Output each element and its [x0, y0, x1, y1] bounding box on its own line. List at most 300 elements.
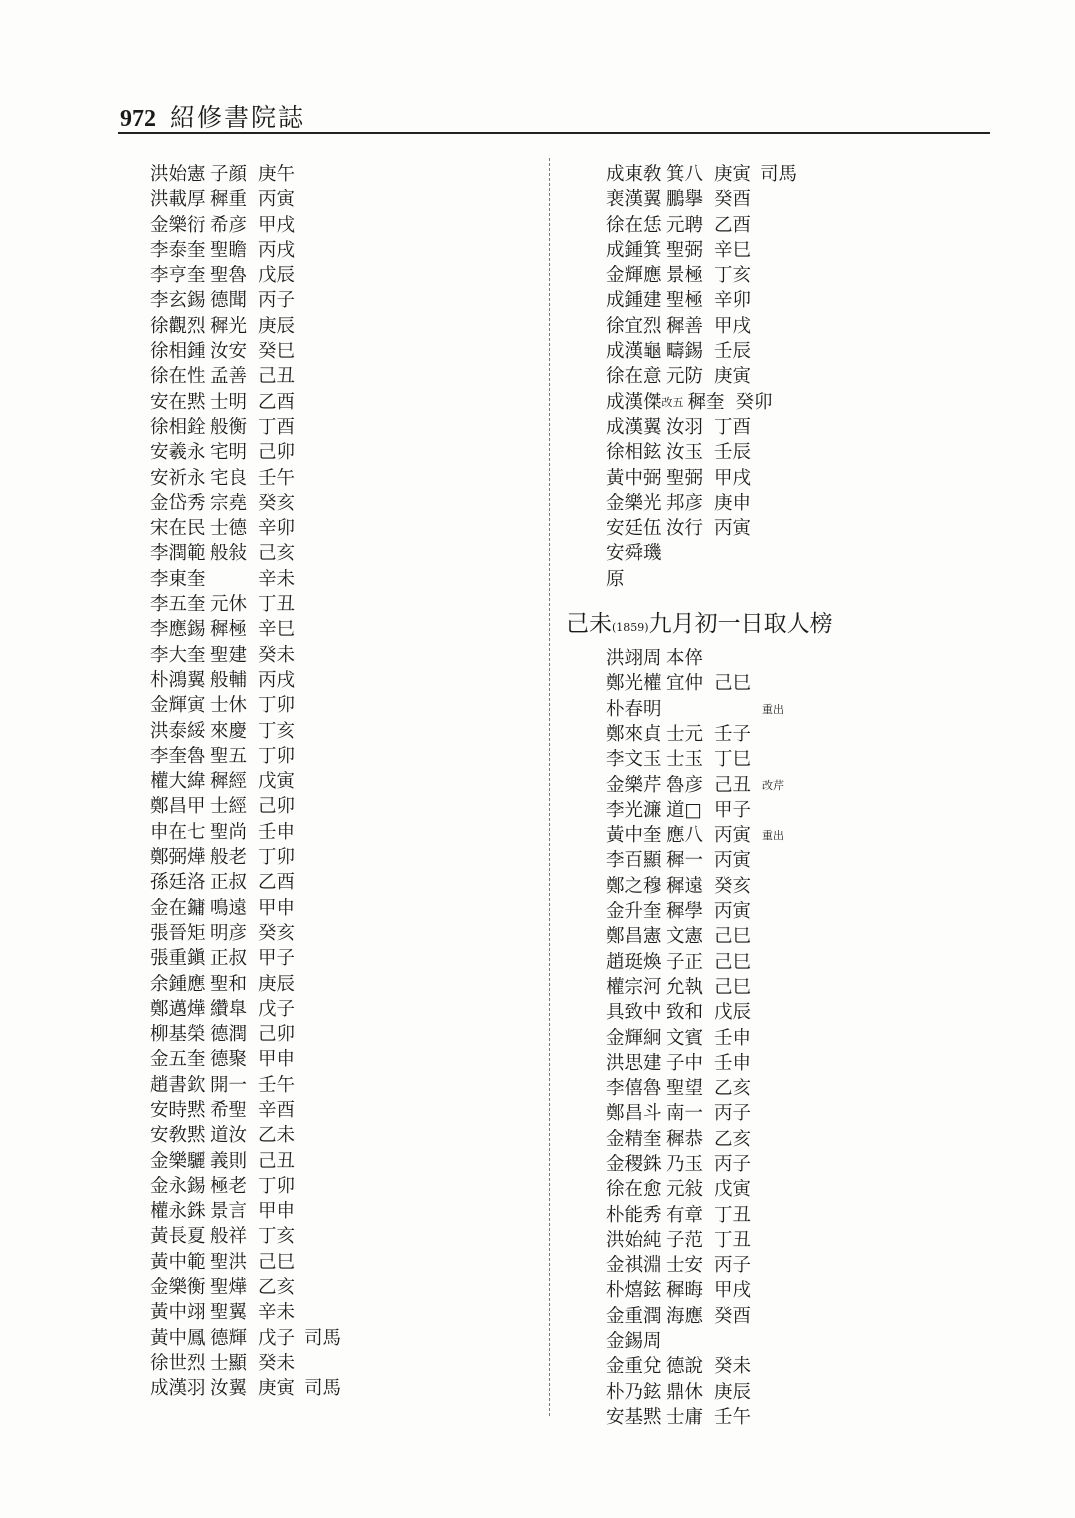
- entry-style: 孟善: [210, 366, 248, 388]
- entry-name: 徐在恁: [606, 214, 662, 236]
- entry-year: 癸亥: [258, 922, 296, 944]
- entry-year: 庚午: [258, 164, 296, 185]
- entry-name: 申在七: [150, 821, 206, 843]
- entry-style: 聖望: [666, 1078, 704, 1100]
- list-item: [150, 946, 341, 971]
- entry-annotation: 重出: [762, 702, 784, 716]
- entry-style: 鵬擧: [666, 189, 704, 211]
- entry-style: 穉學: [666, 901, 704, 923]
- list-item: [150, 1300, 341, 1325]
- entry-year: 丁丑: [714, 1229, 752, 1251]
- entry-year: 丙寅: [714, 850, 752, 872]
- entry-note: 司馬: [760, 164, 798, 185]
- entry-year: 丙子: [714, 1153, 752, 1175]
- entry-name: 金樂衍: [150, 214, 206, 236]
- list-item: [150, 668, 341, 693]
- list-item: [606, 238, 833, 263]
- list-item: [150, 845, 341, 870]
- entry-style: 極老: [210, 1175, 248, 1197]
- entry-year: 乙酉: [714, 214, 752, 236]
- entry-year: 己卯: [258, 796, 296, 818]
- entry-year: 丙戌: [258, 239, 296, 261]
- entry-style: 宜仲: [666, 673, 704, 695]
- list-item: [606, 440, 833, 465]
- entry-name: 鄭昌甲: [150, 796, 206, 818]
- entry-name: 李潤範: [150, 543, 206, 565]
- entry-style: 聖魯: [210, 265, 248, 287]
- entry-name: 權大緯: [150, 771, 206, 793]
- entry-style: 德聚: [210, 1049, 248, 1071]
- entry-year: 乙亥: [258, 1277, 296, 1299]
- entry-name: 孫廷洛: [150, 872, 206, 894]
- entry-style: 穉光: [210, 315, 248, 337]
- entry-name: 張重鎭: [150, 948, 206, 970]
- entry-style: 纘臯: [210, 998, 248, 1020]
- list-item: [606, 1354, 833, 1379]
- entry-name: 洪翊周: [606, 648, 662, 670]
- list-item: [150, 921, 341, 946]
- entry-style: 道□: [666, 799, 702, 821]
- list-item: [150, 820, 341, 845]
- entry-year: 己巳: [714, 951, 752, 973]
- entry-style: 元防: [666, 366, 704, 388]
- list-item: [150, 1022, 341, 1047]
- entry-year: 丁卯: [258, 847, 296, 869]
- entry-name: 李五奎: [150, 594, 206, 616]
- entry-name: 金樂驪: [150, 1150, 206, 1172]
- entry-style: 聖五: [210, 745, 248, 767]
- entry-style: 穉恭: [666, 1128, 704, 1150]
- entry-year: 庚寅: [714, 164, 752, 185]
- list-item: [606, 263, 833, 288]
- entry-year: 己丑: [714, 774, 752, 796]
- entry-name: 金在鏞: [150, 897, 206, 919]
- entry-style: 本倅: [666, 648, 704, 670]
- list-item: [150, 1224, 341, 1249]
- entry-style: 士顯: [210, 1352, 248, 1374]
- entry-style: 文賓: [666, 1027, 704, 1049]
- list-item: [606, 213, 833, 238]
- section-title-prefix: 己未: [566, 611, 612, 638]
- list-item: [606, 1152, 833, 1177]
- list-item: [150, 1073, 341, 1098]
- entry-name: 徐在意: [606, 366, 662, 388]
- entry-name: 金祺淵: [606, 1255, 662, 1277]
- entry-style: 聖弼: [666, 467, 704, 489]
- entry-year: 壬午: [258, 467, 296, 489]
- list-item: [150, 643, 341, 668]
- entry-style: 宗堯: [210, 492, 248, 514]
- entry-year: 己丑: [258, 366, 296, 388]
- entry-year: 丁亥: [258, 720, 296, 742]
- entry-name: 李泰奎: [150, 239, 206, 261]
- entry-year: 癸未: [714, 1356, 752, 1378]
- entry-name: 徐宜烈: [606, 315, 662, 337]
- entry-name: 鄭昌斗: [606, 1103, 662, 1125]
- entry-style: 汝行: [666, 518, 704, 540]
- entry-style: 子范: [666, 1229, 704, 1251]
- list-item: [606, 1278, 833, 1303]
- list-item: [150, 972, 341, 997]
- entry-name: 徐觀烈: [150, 315, 206, 337]
- list-item: [150, 1199, 341, 1224]
- list-item: [150, 693, 341, 718]
- entry-year: 癸未: [258, 1352, 296, 1374]
- entry-name: 徐相鍾: [150, 341, 206, 363]
- entry-year: 戊寅: [714, 1179, 752, 1201]
- entry-name: 趙書欽: [150, 1074, 206, 1096]
- list-item: [150, 491, 341, 516]
- entry-year: 丙寅: [258, 189, 296, 211]
- entry-name: 鄭邁燁: [150, 998, 206, 1020]
- entry-style: 宅明: [210, 442, 248, 464]
- entry-name: 洪載厚: [150, 189, 206, 211]
- entry-style: 海應: [666, 1305, 704, 1327]
- entry-style: 南一: [666, 1103, 704, 1125]
- entry-name: 金稷銖: [606, 1153, 662, 1175]
- entry-style: 般衡: [210, 416, 248, 438]
- list-item: [150, 1174, 341, 1199]
- list-item: [606, 1127, 833, 1152]
- list-item: [606, 924, 833, 949]
- entry-style: 開一: [210, 1074, 248, 1096]
- entry-style: 道汝: [210, 1125, 248, 1147]
- entry-style: 聖和: [210, 973, 248, 995]
- entry-note: 司馬: [304, 1378, 342, 1400]
- entry-name: 成漢羽: [150, 1378, 206, 1400]
- entry-year: 乙亥: [714, 1128, 752, 1150]
- entry-year: 戊子: [258, 1327, 296, 1349]
- section-list: [566, 646, 833, 1430]
- entry-style: 鼎休: [666, 1381, 704, 1403]
- column-divider: [549, 158, 550, 1416]
- entry-name: 金樂衡: [150, 1277, 206, 1299]
- list-item: [606, 671, 833, 696]
- entry-style: 乃玉: [666, 1153, 704, 1175]
- entry-name: 李光濂: [606, 799, 662, 821]
- entry-name: 成鍾箕: [606, 239, 662, 261]
- entry-year: 己亥: [258, 543, 296, 565]
- section-title-year: (1859): [612, 621, 649, 635]
- list-item: [606, 747, 833, 772]
- entry-year: 癸酉: [714, 1305, 752, 1327]
- entry-year: 壬申: [714, 1052, 752, 1074]
- entry-name: 安祈永: [150, 467, 206, 489]
- list-item: [606, 1026, 833, 1051]
- entry-name: 金重潤: [606, 1305, 662, 1327]
- entry-name: 洪始純: [606, 1229, 662, 1251]
- entry-name: 成東敎: [606, 164, 662, 185]
- entry-style: 穉經: [210, 771, 248, 793]
- entry-year: 庚寅: [714, 366, 752, 388]
- list-item: [150, 187, 341, 212]
- entry-annotation: 重出: [762, 829, 784, 843]
- entry-name: 權永銖: [150, 1201, 206, 1223]
- list-item: [606, 364, 833, 389]
- entry-name: 鄭之穆: [606, 875, 662, 897]
- entry-style: 士庸: [666, 1406, 704, 1428]
- entry-name: 裵漢翼: [606, 189, 662, 211]
- list-item: [150, 213, 341, 238]
- list-item: [606, 339, 833, 364]
- entry-name: 黃長夏: [150, 1226, 206, 1248]
- entry-year: 壬辰: [714, 341, 752, 363]
- list-item: [150, 1047, 341, 1072]
- entry-style: 士元: [666, 723, 704, 745]
- entry-name: 安廷伍: [606, 518, 662, 540]
- entry-name: 李大奎: [150, 644, 206, 666]
- entry-style: 疇錫: [666, 341, 704, 363]
- list-item: [606, 1380, 833, 1405]
- entry-name: 安羲永: [150, 442, 206, 464]
- list-item: [150, 870, 341, 895]
- entry-style: 士明: [210, 391, 248, 413]
- entry-year: 己卯: [258, 442, 296, 464]
- list-item: [150, 794, 341, 819]
- entry-name: 徐世烈: [150, 1352, 206, 1374]
- entry-year: 辛卯: [258, 518, 296, 540]
- list-item: [150, 1326, 341, 1351]
- entry-name: 金樂芹: [606, 774, 662, 796]
- list-item: [606, 415, 833, 440]
- entry-name: 徐在性: [150, 366, 206, 388]
- entry-year: 己巳: [714, 673, 752, 695]
- entry-name: 金精奎: [606, 1128, 662, 1150]
- section-title-suffix: 九月初一日取人榜: [648, 611, 833, 638]
- list-item: [606, 646, 833, 671]
- list-item: [606, 1253, 833, 1278]
- entry-year: 己巳: [714, 976, 752, 998]
- list-item: [150, 1098, 341, 1123]
- entry-style: 般老: [210, 847, 248, 869]
- entry-year: 丙寅: [714, 518, 752, 540]
- entry-year: 丁卯: [258, 695, 296, 717]
- entry-year: 丁卯: [258, 1175, 296, 1197]
- entry-year: 辛未: [258, 568, 296, 590]
- entry-style: 汝安: [210, 341, 248, 363]
- entry-name: 安舜璣: [606, 543, 662, 565]
- entry-style: 汝翼: [210, 1378, 248, 1400]
- entry-name: 金岱秀: [150, 492, 206, 514]
- entry-name: 安敎黙: [150, 1125, 206, 1147]
- list-item: [606, 1076, 833, 1101]
- entry-name: 金樂光: [606, 492, 662, 514]
- entry-year: 戊寅: [258, 771, 296, 793]
- entry-style: 聖洪: [210, 1251, 248, 1273]
- entry-name: 李應錫: [150, 619, 206, 641]
- right-mid-list: [566, 415, 833, 541]
- entry-name: 徐在愈: [606, 1179, 662, 1201]
- entry-style: 般敍: [210, 543, 248, 565]
- entry-name: 朴能秀: [606, 1204, 662, 1226]
- list-item: [150, 364, 341, 389]
- entry-style: 德潤: [210, 1024, 248, 1046]
- list-item-special: [566, 390, 833, 415]
- entry-style: 景言: [210, 1201, 248, 1223]
- entry-year: 辛未: [258, 1302, 296, 1324]
- list-item: [150, 288, 341, 313]
- entry-year: 丙子: [714, 1103, 752, 1125]
- entry-year: 己巳: [714, 926, 752, 948]
- list-item: [150, 238, 341, 263]
- list-item: [606, 491, 833, 516]
- list-item: [150, 339, 341, 364]
- entry-name: 朴乃鉉: [606, 1381, 662, 1403]
- list-item: [606, 798, 833, 823]
- list-item: [150, 440, 341, 465]
- list-item: [606, 1203, 833, 1228]
- entry-style: 聖建: [210, 644, 248, 666]
- entry-name: 金重兌: [606, 1356, 662, 1378]
- list-item: [150, 415, 341, 440]
- entry-style: 德聞: [210, 290, 248, 312]
- entry-year: 乙酉: [258, 872, 296, 894]
- entry-name: 成漢龜: [606, 341, 662, 363]
- entry-style: 元敍: [666, 1179, 704, 1201]
- entry-name: 朴鴻翼: [150, 669, 206, 691]
- entry-name: 成漢翼: [606, 416, 662, 438]
- entry-style: 穉極: [210, 619, 248, 641]
- entry-style: 魯彦: [666, 774, 704, 796]
- entry-style: 子中: [666, 1052, 704, 1074]
- entry-name: 李東奎: [150, 568, 206, 590]
- list-item: [606, 1405, 833, 1430]
- entry-year: 甲戌: [714, 467, 752, 489]
- entry-year: 甲戌: [714, 315, 752, 337]
- entry-style: 來慶: [210, 720, 248, 742]
- entry-year: 戊辰: [714, 1002, 752, 1024]
- entry-year: 甲申: [258, 897, 296, 919]
- entry-name: 金永錫: [150, 1175, 206, 1197]
- list-item: [606, 899, 833, 924]
- entry-style: 應八: [666, 825, 704, 847]
- entry-year: 庚辰: [258, 973, 296, 995]
- list-item: [150, 1149, 341, 1174]
- entry-name: 黃中奎: [606, 825, 662, 847]
- entry-style: 穉奎: [687, 391, 725, 413]
- entry-year: 乙亥: [714, 1078, 752, 1100]
- right-top-list: [566, 162, 833, 390]
- entry-style: 正叔: [210, 872, 248, 894]
- entry-style: 箕八: [666, 164, 704, 185]
- entry-style: 元聘: [666, 214, 704, 236]
- list-item: [606, 950, 833, 975]
- entry-name: 鄭昌憲: [606, 926, 662, 948]
- list-item: [150, 1376, 341, 1401]
- entry-year: 戊辰: [258, 265, 296, 287]
- entry-style: 士安: [666, 1255, 704, 1277]
- entry-name: 黃中翊: [150, 1302, 206, 1324]
- entry-style: 士經: [210, 796, 248, 818]
- list-item: [606, 1329, 833, 1354]
- section-title: [566, 602, 833, 646]
- page-number: 972: [120, 106, 156, 132]
- entry-year: 壬申: [714, 1027, 752, 1049]
- entry-year: 乙未: [258, 1125, 296, 1147]
- list-item: [150, 617, 341, 642]
- entry-year: 丁酉: [714, 416, 752, 438]
- entry-year: 丁酉: [258, 416, 296, 438]
- entry-name: 李僖魯: [606, 1078, 662, 1100]
- entry-annotation: 改芹: [762, 778, 784, 792]
- entry-year: 癸酉: [714, 189, 752, 211]
- entry-year: 丁巳: [714, 749, 752, 771]
- list-item: [606, 1051, 833, 1076]
- list-item: [150, 1351, 341, 1376]
- book-title: 紹修書院誌: [170, 103, 306, 132]
- list-item: [606, 773, 833, 798]
- list-item: [606, 288, 833, 313]
- entry-year: 乙酉: [258, 391, 296, 413]
- entry-year: 丙子: [714, 1255, 752, 1277]
- entry-style: 德說: [666, 1356, 704, 1378]
- list-item: [150, 541, 341, 566]
- entry-name: 安在黙: [150, 391, 206, 413]
- entry-style: 元休: [210, 594, 248, 616]
- list-item: [606, 1101, 833, 1126]
- entry-year: 壬午: [258, 1074, 296, 1096]
- entry-style: 聖尚: [210, 821, 248, 843]
- list-item: [150, 1275, 341, 1300]
- list-item: [150, 744, 341, 769]
- entry-year: 癸巳: [258, 341, 296, 363]
- entry-name: 李奎魯: [150, 745, 206, 767]
- list-item: [150, 719, 341, 744]
- entry-year: 己巳: [258, 1251, 296, 1273]
- list-item: [606, 187, 833, 212]
- entry-year: 丙寅: [714, 901, 752, 923]
- entry-name: 黃中鳳: [150, 1327, 206, 1349]
- entry-style: 鳴遠: [210, 897, 248, 919]
- entry-year: 癸亥: [714, 875, 752, 897]
- entry-style: 希彦: [210, 214, 248, 236]
- entry-style: 聖翼: [210, 1302, 248, 1324]
- entry-name: 朴春明: [606, 698, 662, 720]
- entry-style: 穉重: [210, 189, 248, 211]
- entry-style: 明彦: [210, 922, 248, 944]
- entry-name: 金輝應: [606, 265, 662, 287]
- entry-style: 致和: [666, 1002, 704, 1024]
- entry-name: 成鍾建: [606, 290, 662, 312]
- list-item: [150, 466, 341, 491]
- entry-name-note: 改五: [661, 395, 684, 409]
- entry-year: 癸未: [258, 644, 296, 666]
- list-item: [606, 516, 833, 541]
- list-item: [150, 263, 341, 288]
- list-item: [150, 997, 341, 1022]
- entry-year: 壬午: [714, 1406, 752, 1428]
- entry-year: 甲子: [258, 948, 296, 970]
- list-item: [150, 769, 341, 794]
- entry-year: 丙戌: [258, 669, 296, 691]
- list-item: [606, 1304, 833, 1329]
- entry-style: 穉一: [666, 850, 704, 872]
- entry-style: 般祥: [210, 1226, 248, 1248]
- entry-year: 壬子: [714, 723, 752, 745]
- entry-name-continued: 原: [606, 568, 625, 590]
- entry-year: 己卯: [258, 1024, 296, 1046]
- entry-style: 聖瞻: [210, 239, 248, 261]
- list-item: [606, 823, 833, 848]
- entry-style: 聖弼: [666, 239, 704, 261]
- entry-style: 穉晦: [666, 1280, 704, 1302]
- entry-style: 士德: [210, 518, 248, 540]
- list-item: [606, 1000, 833, 1025]
- header-rule: [118, 132, 990, 134]
- list-item: [150, 390, 341, 415]
- list-item: [606, 848, 833, 873]
- entry-year: 庚寅: [258, 1378, 296, 1400]
